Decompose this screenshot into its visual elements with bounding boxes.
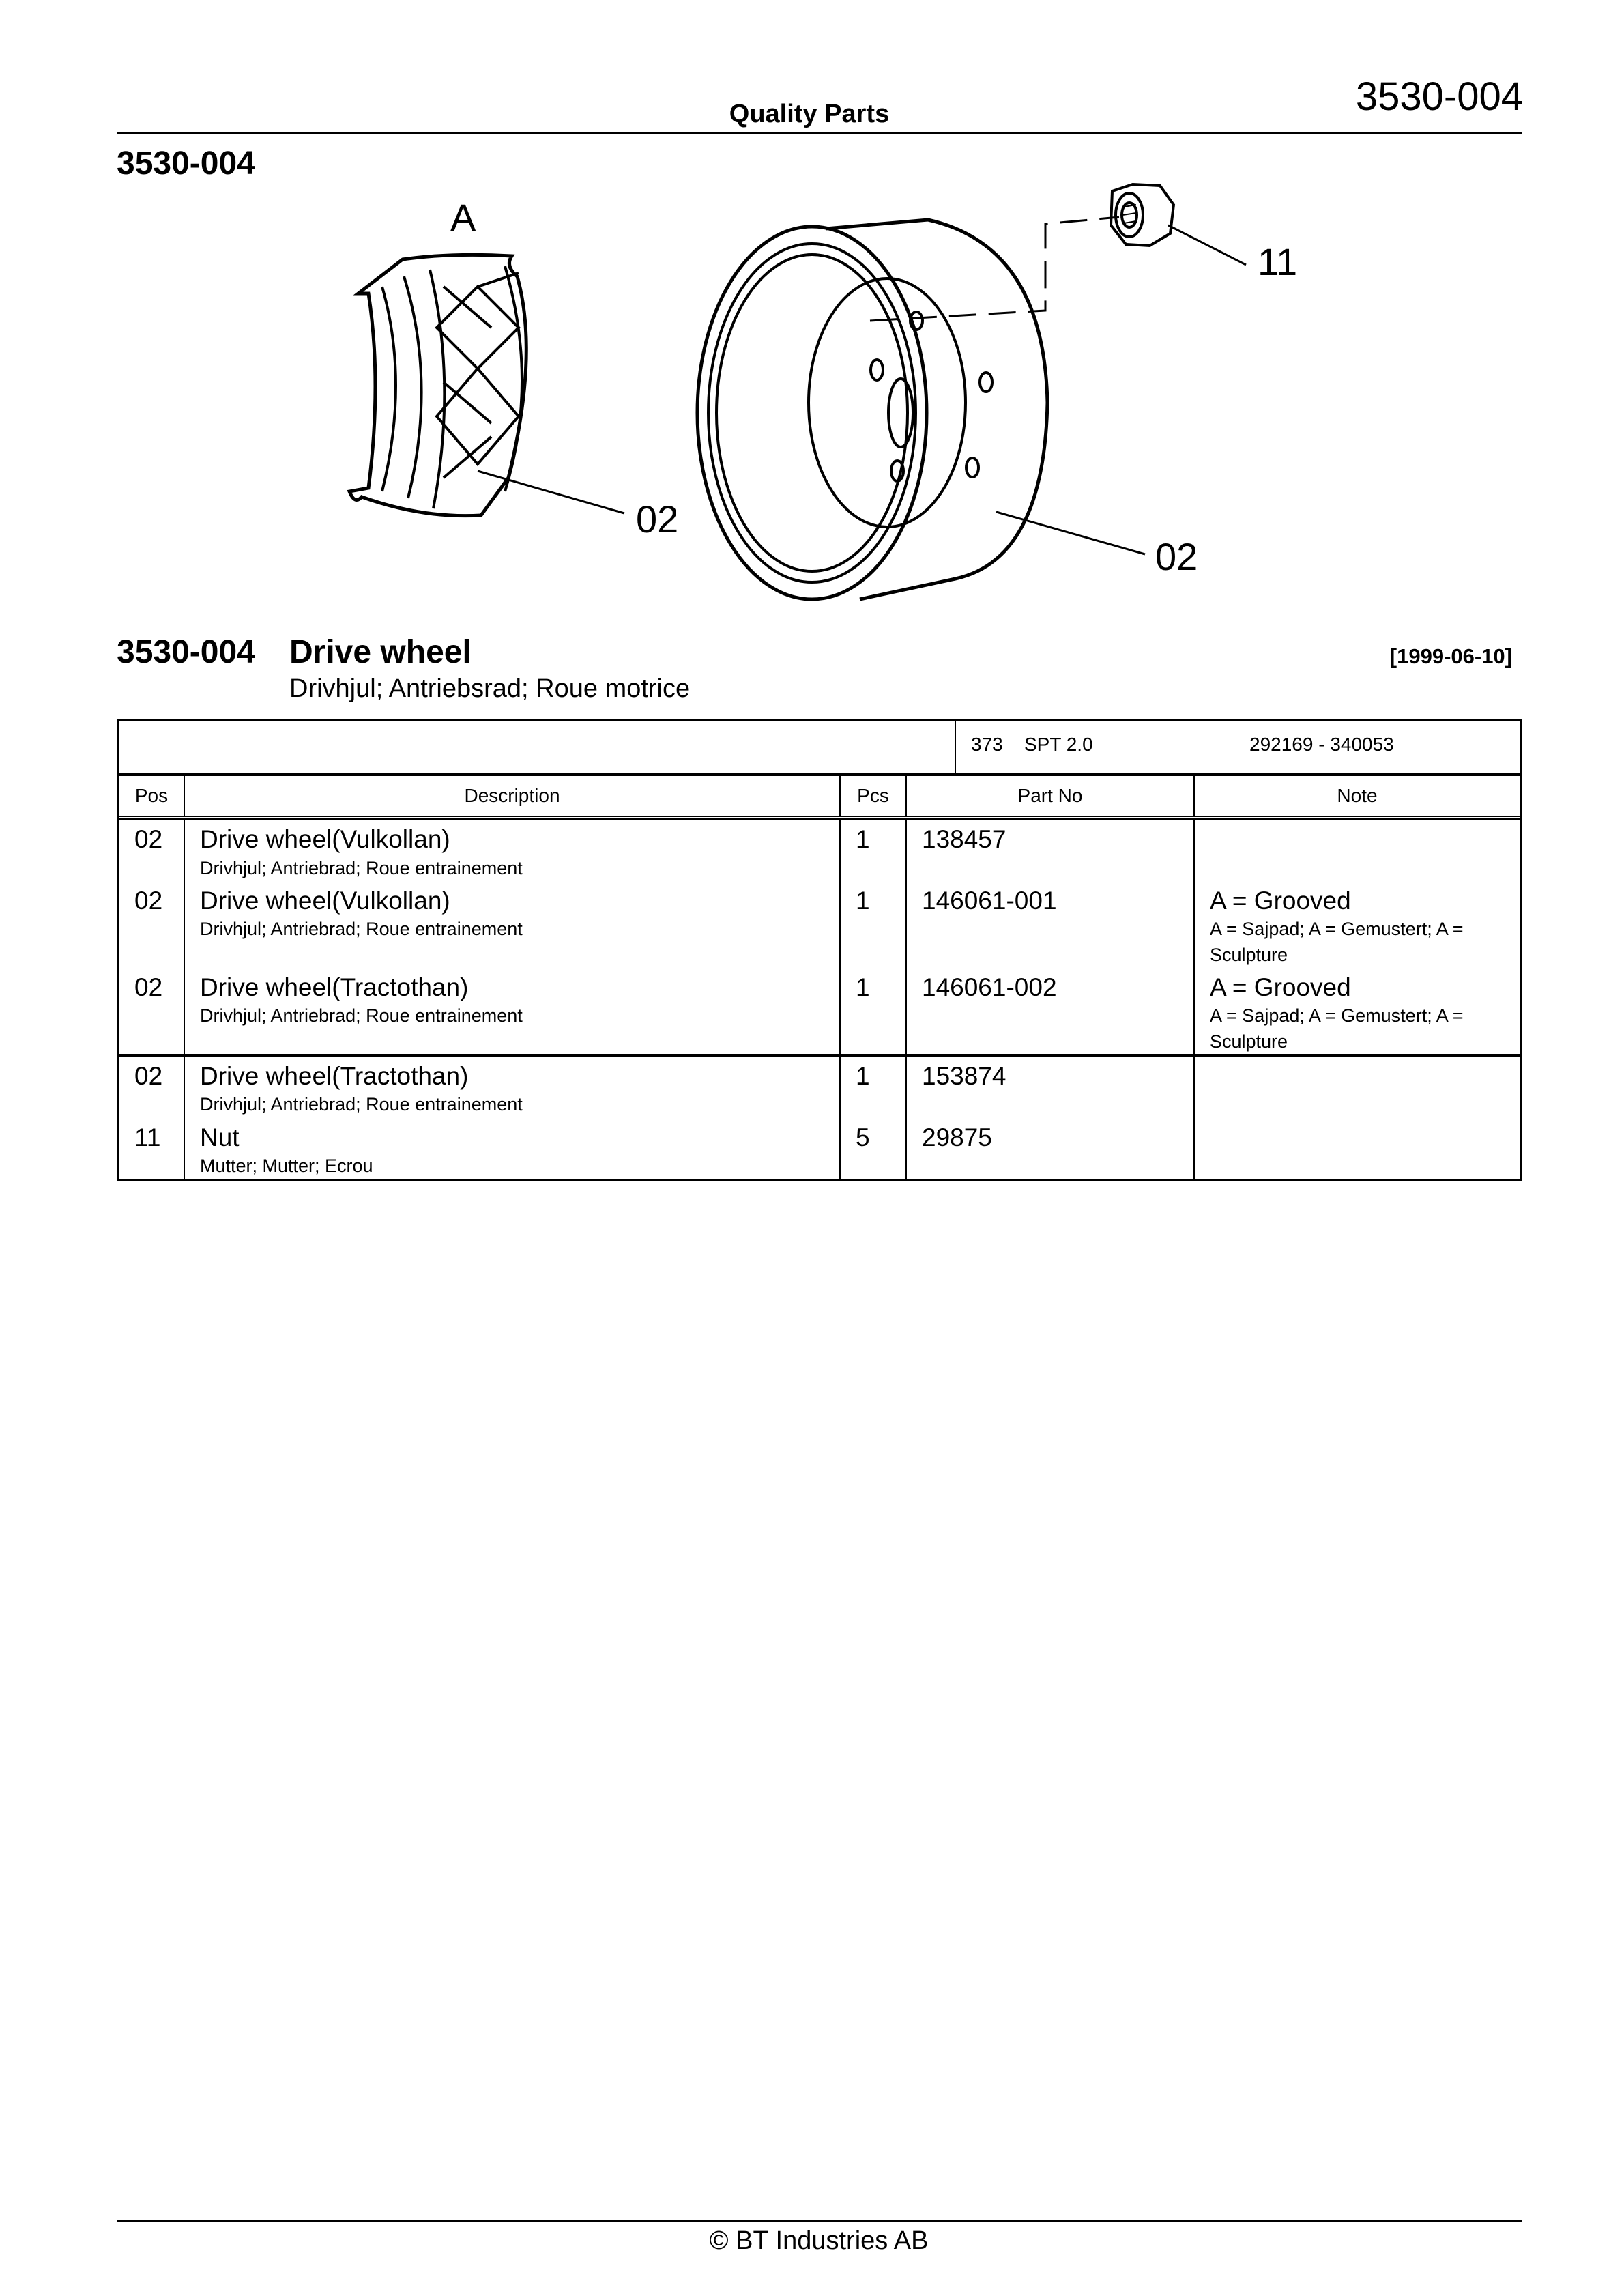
section-number: 3530-004 (117, 634, 255, 670)
part-number-cell: 146061-001 (906, 881, 1194, 968)
description-cell (184, 818, 840, 881)
note: A = Grooved (1210, 886, 1351, 915)
column-header-pos: Pos (119, 776, 184, 818)
table-row (119, 1118, 1520, 1179)
part-number-cell: 153874 (906, 1055, 1194, 1117)
description-translations: Drivhjul; Antriebrad; Roue entrainement (200, 1005, 523, 1027)
footer-copyright: © BT Industries AB (709, 2226, 929, 2255)
column-header-note: Note (1194, 776, 1520, 818)
note: A = Grooved (1210, 973, 1351, 1001)
table-row (119, 1055, 1520, 1117)
model-name: SPT 2.0 (1024, 734, 1093, 755)
section-title: Drive wheel (289, 634, 472, 670)
note-cell (1194, 881, 1520, 968)
table-row (119, 968, 1520, 1056)
model-number: 373 (971, 734, 1003, 755)
pos-cell: 02 (119, 1055, 184, 1117)
description-translations: Mutter; Mutter; Ecrou (200, 1156, 373, 1177)
figure-title: 3530-004 (117, 145, 255, 182)
description: Drive wheel(Tractothan) (200, 973, 469, 1001)
pcs-cell: 1 (840, 881, 906, 968)
footer-divider (117, 2220, 1522, 2222)
section-date: [1999-06-10] (1389, 644, 1512, 668)
note-cell (1194, 818, 1520, 881)
model-info-cell (955, 721, 1520, 773)
description: Drive wheel(Tractothan) (200, 1061, 469, 1090)
note-translations: A = Sajpad; A = Gemustert; A = Sculpture (1210, 1005, 1464, 1052)
section-subtitle: Drivhjul; Antriebsrad; Roue motrice (289, 674, 691, 703)
description: Drive wheel(Vulkollan) (200, 825, 450, 853)
parts-list (119, 776, 1520, 1179)
pos-cell: 02 (134, 886, 163, 915)
description-translations: Drivhjul; Antriebrad; Roue entrainement (200, 1094, 523, 1115)
part-number-cell: 138457 (906, 818, 1194, 881)
pcs-cell: 5 (840, 1118, 906, 1179)
pcs-cell: 1 (840, 968, 906, 1056)
tread-detail-a (349, 255, 624, 515)
description-cell (184, 1055, 840, 1117)
note-cell (1194, 968, 1520, 1056)
header-doc-number: 3530-004 (1355, 74, 1523, 119)
model-info-row (119, 721, 1520, 776)
table-row (119, 881, 1520, 968)
column-header-description: Description (184, 776, 840, 818)
pcs-cell: 1 (840, 818, 906, 881)
part-number-cell: 29875 (906, 1118, 1194, 1179)
pos-cell: 02 (134, 973, 163, 1001)
serial-range: 292169 - 340053 (1249, 734, 1394, 755)
note-cell (1194, 1055, 1520, 1117)
callout-02-wheel: 02 (1155, 535, 1198, 578)
pcs-cell: 1 (840, 1055, 906, 1117)
drive-wheel-illustration (0, 0, 1624, 614)
nut (1111, 184, 1246, 265)
parts-table (117, 719, 1522, 1181)
description-translations: Drivhjul; Antriebrad; Roue entrainement (200, 857, 523, 878)
description-cell (184, 881, 840, 968)
description: Drive wheel(Vulkollan) (200, 886, 450, 915)
description-cell (184, 1118, 840, 1179)
callout-02-detail: 02 (636, 498, 679, 541)
callout-11: 11 (1258, 240, 1298, 283)
description: Nut (200, 1123, 240, 1151)
description-cell (184, 968, 840, 1056)
header-section: Quality Parts (729, 100, 890, 128)
column-header-pcs: Pcs (840, 776, 906, 818)
table-row (119, 818, 1520, 881)
wheel (697, 217, 1145, 599)
note-cell (1194, 1118, 1520, 1179)
pos-cell: 02 (134, 825, 163, 853)
pos-cell: 11 (134, 1123, 161, 1151)
column-header-part-no: Part No (906, 776, 1194, 818)
detail-label: A (450, 196, 476, 239)
note-translations: A = Sajpad; A = Gemustert; A = Sculpture (1210, 919, 1464, 965)
description-translations: Drivhjul; Antriebrad; Roue entrainement (200, 919, 523, 940)
part-number-cell: 146061-002 (906, 968, 1194, 1056)
